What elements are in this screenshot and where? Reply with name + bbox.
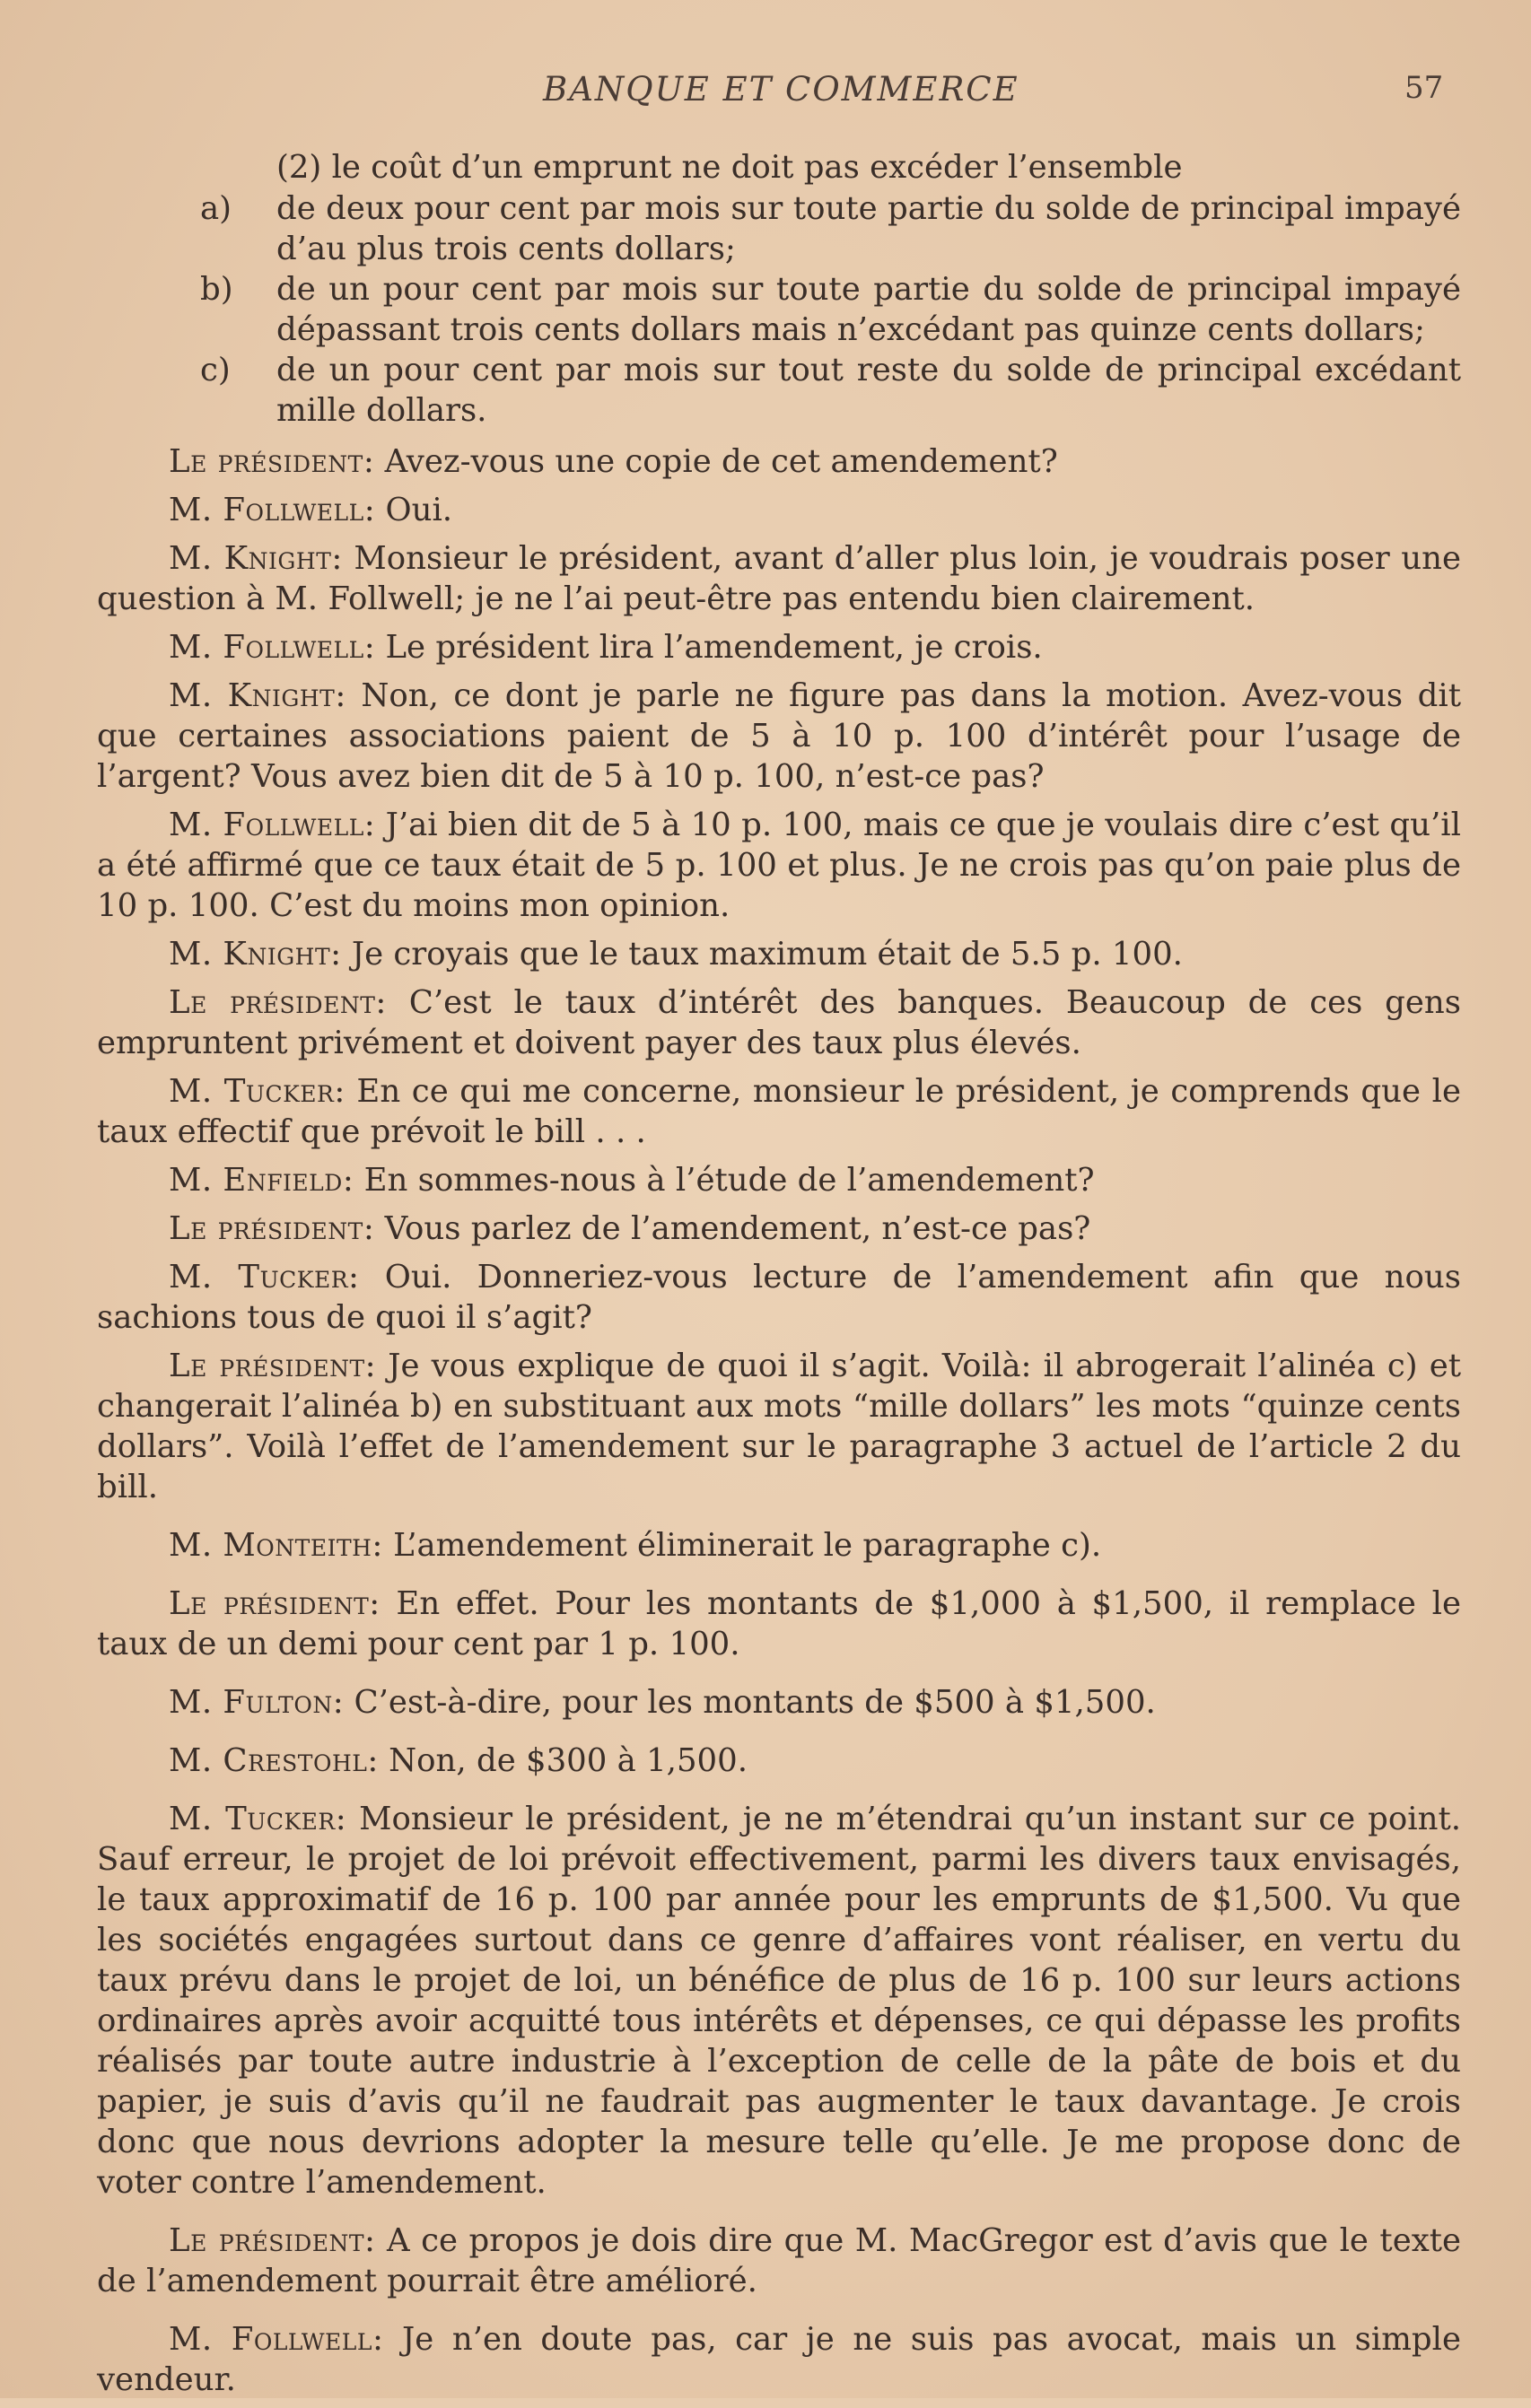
speech: En ce qui me concerne, monsieur le président, je comprends que le taux effectif que prévoit le bill . . . [97, 1073, 1461, 1150]
paragraph-8 [97, 982, 1461, 1063]
speech: Je vous explique de quoi il s’agit. Voilà: il abrogerait l’alinéa c) et changerait l’alinéa b) en substituant aux mots “mille dollars” les mots “quinze cents dollars”. Voilà l’effet de l’amendement sur le paragraphe 3 actuel de l’article 2 du bill. [97, 1348, 1462, 1505]
speech: Je n’en doute pas, car je ne suis pas avocat, mais un simple vendeur. [97, 2321, 1462, 2398]
paragraph-17 [97, 1741, 1461, 1781]
speaker: M. Follwell: [169, 2321, 384, 2358]
speech: Oui. Donneriez-vous lecture de l’amendement afin que nous sachions tous de quoi il s’agit? [97, 1259, 1461, 1336]
speech: Non, de $300 à 1,500. [378, 1742, 748, 1779]
speech: Monsieur le président, je ne m’étendrai qu’un instant sur ce point. Sauf erreur, le projet de loi prévoit effectivement, parmi les divers taux envisagés, le taux approximatif de 16 p. 100 par année pour les emprunts de $1,500. Vu que les sociétés engagées surtout dans ce genre d’affaires vont réaliser, en vertu du taux prévu dans le projet de loi, un bénéfice de plus de 16 p. 100 sur leurs actions ordinaires après avoir acquitté tous intérêts et dépenses, ce qui dépasse les profits réalisés par toute autre industrie à l’exception de celle de la pâte de bois et du papier, je suis d’avis qu’il ne faudrait pas augmenter le taux davantage. Je crois donc que nous devrions adopter la mesure telle qu’elle. Je me propose donc de voter contre l’amendement. [97, 1801, 1461, 2201]
speech: En sommes-nous à l’étude de l’amendement? [354, 1162, 1095, 1199]
paragraph-13 [97, 1346, 1461, 1507]
list-item-c [97, 350, 1461, 431]
speaker: Le président: [169, 1585, 381, 1622]
list-item-a [97, 188, 1461, 269]
speech: En effet. Pour les montants de $1,000 à $1,500, il remplace le taux de un demi pour cent par 1 p. 100. [97, 1585, 1461, 1662]
paragraph-2 [97, 490, 1461, 530]
speech: C’est le taux d’intérêt des banques. Beaucoup de ces gens empruntent privément et doivent payer des taux plus élevés. [97, 984, 1461, 1061]
speaker: M. Fulton: [169, 1684, 345, 1721]
speaker: M. Enfield: [169, 1162, 354, 1199]
speaker: M. Follwell: [169, 629, 376, 666]
paragraph-7 [97, 934, 1461, 974]
list-item-label: c) [200, 352, 231, 388]
page-number: 57 [1404, 70, 1444, 106]
speech: J’ai bien dit de 5 à 10 p. 100, mais ce que je voulais dire c’est qu’il a été affirmé que ce taux était de 5 p. 100 et plus. Je ne crois pas qu’on paie plus de 10 p. 100. C’est du moins mon opinion. [97, 807, 1461, 924]
list-item-b [97, 269, 1461, 350]
paragraph-1 [97, 441, 1461, 482]
paragraph-20 [97, 2319, 1461, 2400]
list-item-text: de un pour cent par mois sur toute partie du solde de principal impayé dépassant trois cents dollars mais n’excédant pas quinze cents dollars; [276, 271, 1461, 348]
list-item-text: de un pour cent par mois sur tout reste du solde de principal excédant mille dollars. [276, 352, 1461, 429]
paragraph-3 [97, 538, 1461, 619]
paragraph-9 [97, 1071, 1461, 1152]
speech: A ce propos je dois dire que M. MacGregor est d’avis que le texte de l’amendement pourrait être amélioré. [97, 2222, 1461, 2299]
speech: Vous parlez de l’amendement, n’est-ce pas? [374, 1210, 1091, 1247]
speaker: M. Follwell: [169, 492, 376, 528]
speaker: M. Tucker: [169, 1259, 360, 1296]
paragraph-4 [97, 627, 1461, 667]
paragraph-18 [97, 1799, 1461, 2203]
paragraph-5 [97, 676, 1461, 797]
speaker: M. Follwell: [169, 807, 376, 843]
paragraph-19 [97, 2220, 1461, 2301]
list-intro: (2) le coût d’un emprunt ne doit pas excéder l’ensemble [276, 149, 1183, 186]
running-title: BANQUE ET COMMERCE [543, 70, 1019, 109]
speaker: M. Monteith: [169, 1527, 383, 1564]
speech: Avez-vous une copie de cet amendement? [374, 443, 1058, 480]
running-header [0, 70, 1531, 115]
speech: Oui. [375, 492, 453, 528]
speaker: Le président: [169, 2222, 376, 2259]
speaker: M. Crestohl: [169, 1742, 379, 1779]
speaker: M. Knight: [169, 677, 346, 714]
speech: C’est-à-dire, pour les montants de $500 à $1,500. [344, 1684, 1156, 1721]
speech: L’amendement éliminerait le paragraphe c). [382, 1527, 1102, 1564]
list-item-label: a) [200, 190, 232, 227]
speaker: Le président: [169, 1348, 377, 1384]
paragraph-10 [97, 1160, 1461, 1200]
speech: Non, ce dont je parle ne figure pas dans la motion. Avez-vous dit que certaines associations paient de 5 à 10 p. 100 d’intérêt pour l’usage de l’argent? Vous avez bien dit de 5 à 10 p. 100, n’est-ce pas? [97, 677, 1462, 795]
speaker: Le président: [169, 984, 387, 1021]
speaker: M. Tucker: [169, 1073, 346, 1110]
paragraph-6 [97, 805, 1461, 926]
paragraph-14 [97, 1525, 1461, 1566]
paragraph-15 [97, 1584, 1461, 1664]
speaker: M. Knight: [169, 936, 342, 973]
paragraph-16 [97, 1682, 1461, 1723]
list-item-text: de deux pour cent par mois sur toute partie du solde de principal impayé d’au plus trois cents dollars; [276, 190, 1461, 267]
paragraph-11 [97, 1208, 1461, 1249]
speaker: Le président: [169, 443, 375, 480]
speaker: M. Tucker: [169, 1801, 347, 1837]
speaker: M. Knight: [169, 540, 343, 577]
paragraph-12 [97, 1257, 1461, 1338]
speech: Je croyais que le taux maximum était de 5.5 p. 100. [341, 936, 1183, 973]
speaker: Le président: [169, 1210, 375, 1247]
list-item-label: b) [200, 271, 233, 308]
speech: Le président lira l’amendement, je crois. [375, 629, 1043, 666]
speech: Monsieur le président, avant d’aller plus loin, je voudrais poser une question à M. Follwell; je ne l’ai peut-être pas entendu bien clairement. [97, 540, 1461, 617]
body-text [97, 147, 1461, 2408]
